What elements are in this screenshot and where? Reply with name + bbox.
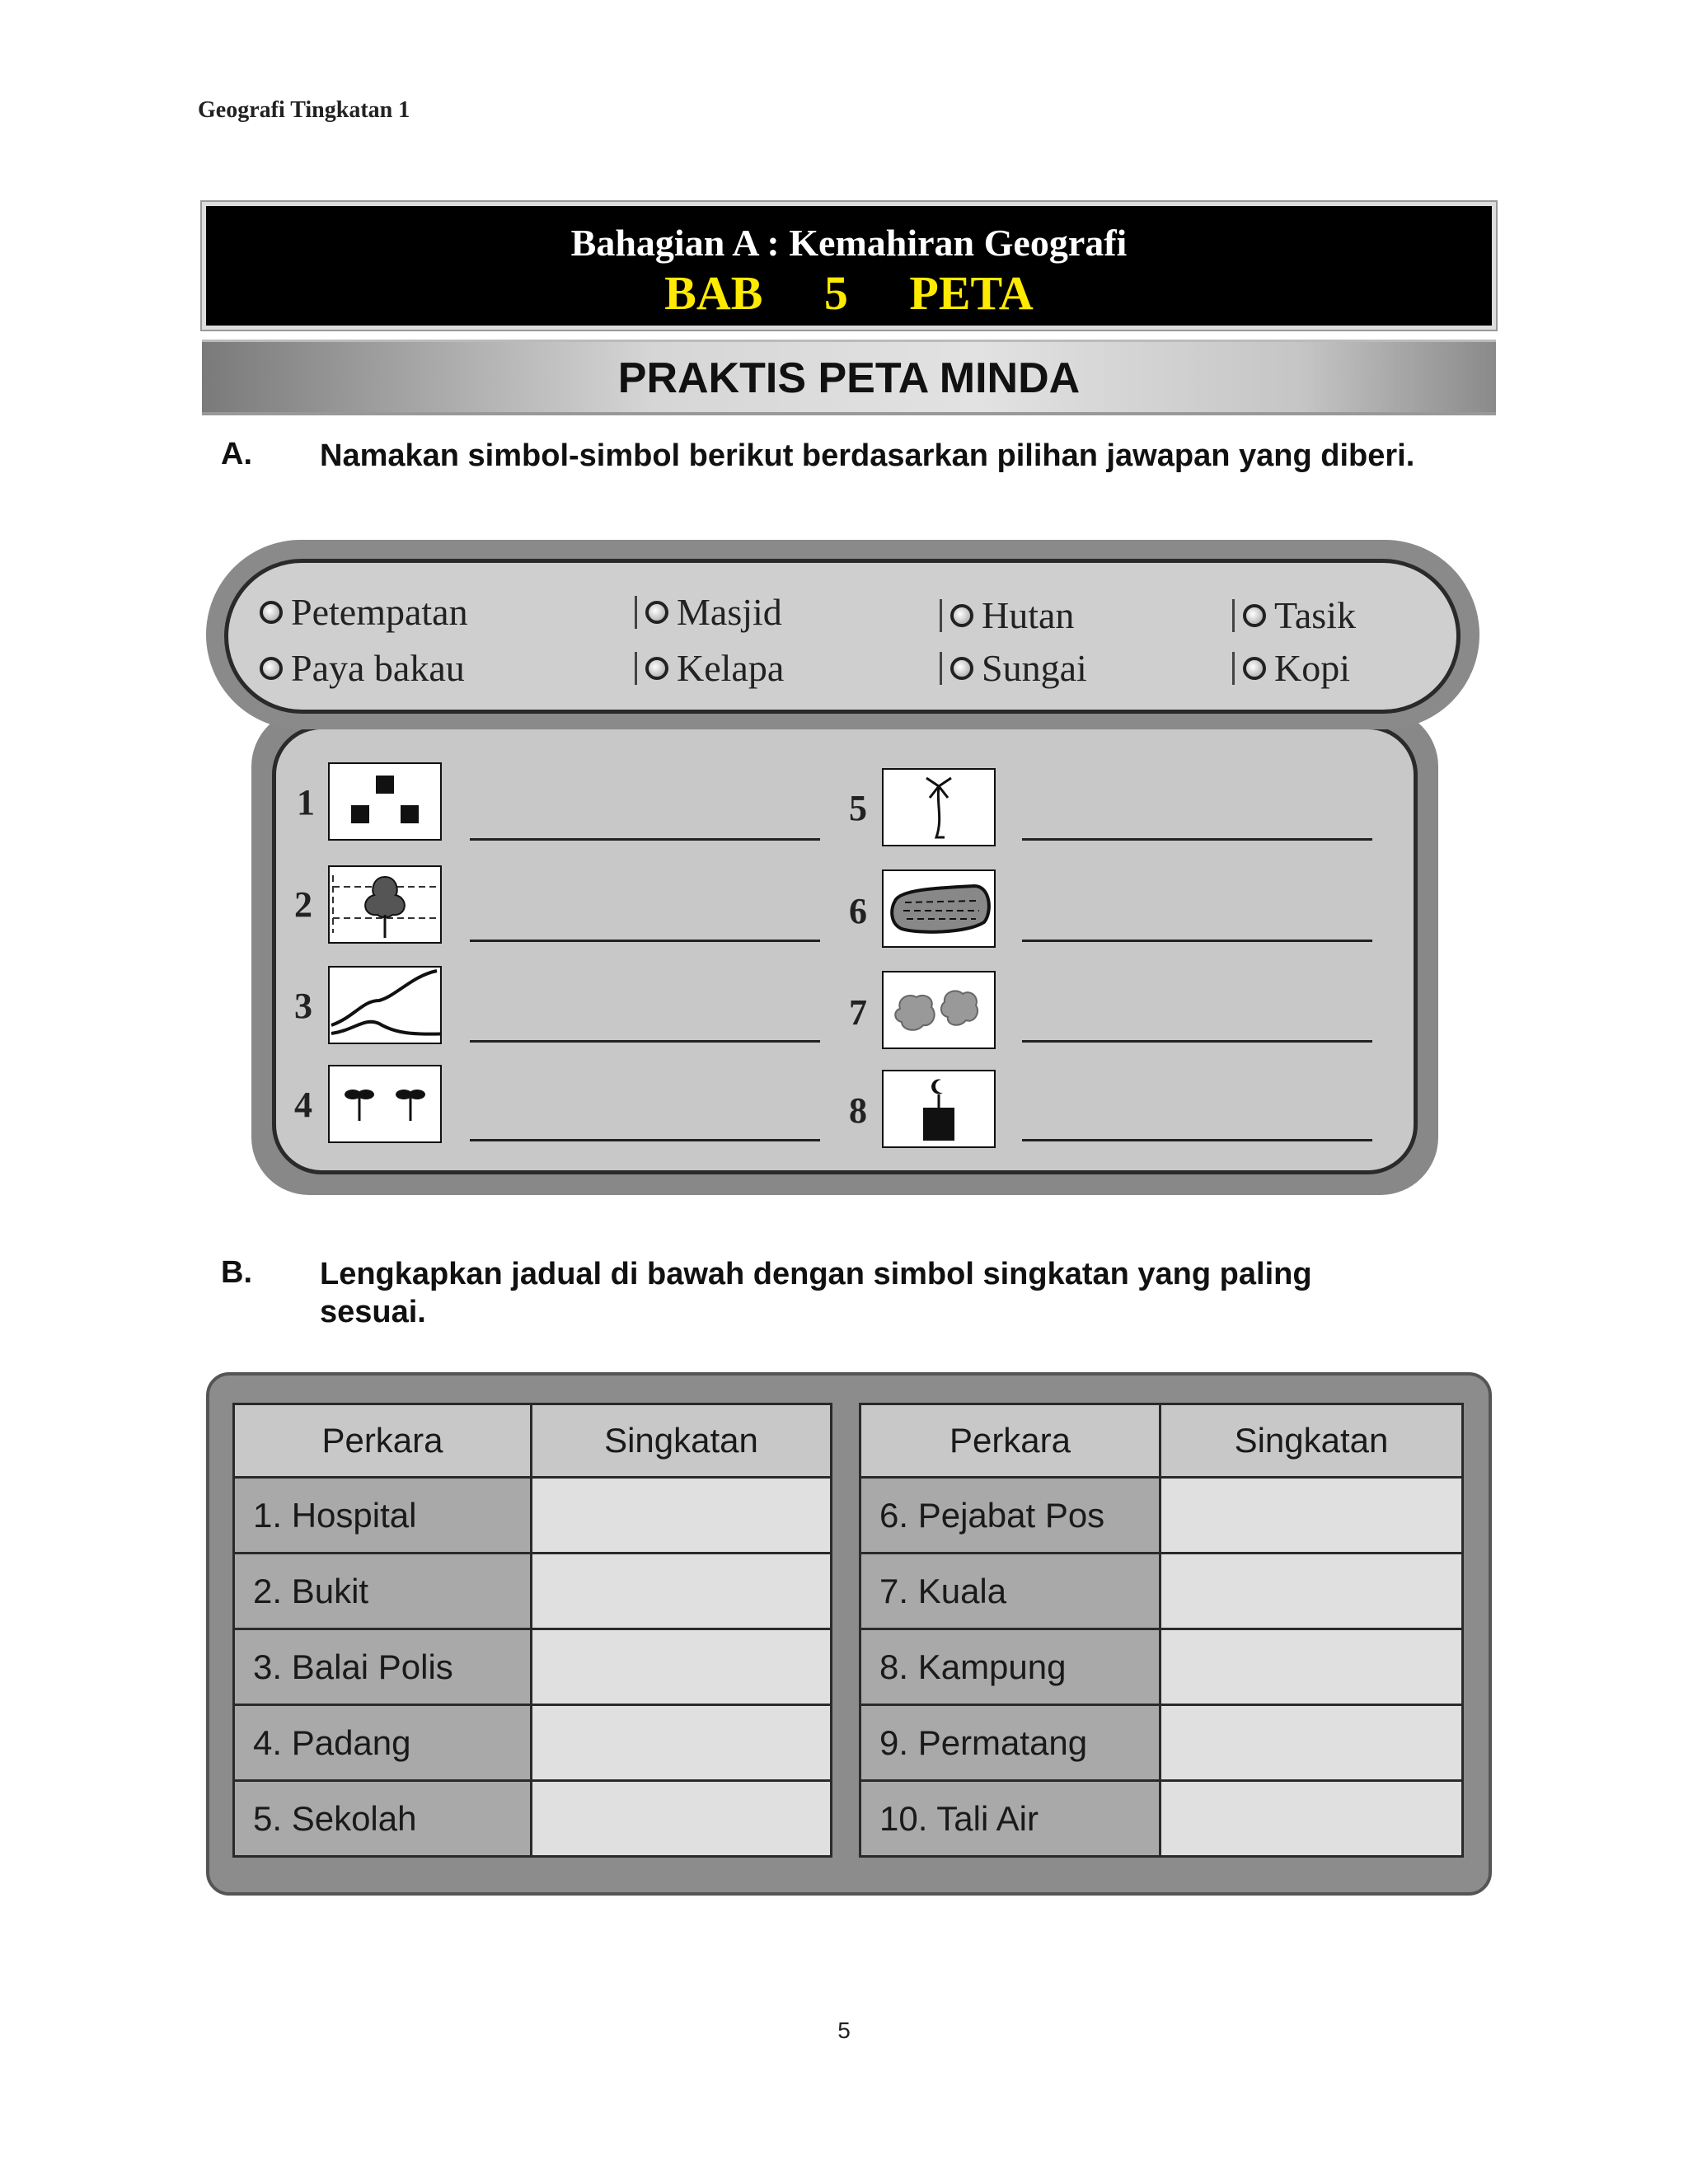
answer-line-2[interactable] xyxy=(470,940,820,942)
choice-tasik[interactable]: Tasik xyxy=(1232,593,1356,637)
coconut-palm-icon xyxy=(882,768,996,846)
answer-line-1[interactable] xyxy=(470,838,820,841)
abbreviation-table-left xyxy=(232,1403,832,1858)
choice-sungai[interactable]: Sungai xyxy=(940,646,1087,690)
symbol-number: 8 xyxy=(849,1090,867,1131)
item-label: 5. Sekolah xyxy=(234,1781,532,1857)
table-row xyxy=(234,1705,832,1781)
answer-cell[interactable] xyxy=(1160,1705,1462,1781)
answer-cell[interactable] xyxy=(531,1478,831,1554)
symbol-number: 5 xyxy=(849,788,867,828)
choice-petempatan[interactable]: Petempatan xyxy=(260,590,468,634)
radio-icon[interactable] xyxy=(260,601,283,624)
radio-icon[interactable] xyxy=(950,657,973,680)
radio-icon[interactable] xyxy=(1243,657,1266,680)
radio-icon[interactable] xyxy=(645,601,668,624)
symbol-number: 4 xyxy=(294,1085,312,1125)
choice-masjid[interactable]: Masjid xyxy=(635,590,782,634)
choice-hutan[interactable]: Hutan xyxy=(940,593,1074,637)
table-row xyxy=(234,1629,832,1705)
settlement-squares-icon xyxy=(328,762,442,841)
answer-line-7[interactable] xyxy=(1022,1040,1372,1043)
section-b-letter: B. xyxy=(221,1255,252,1290)
item-label: 1. Hospital xyxy=(234,1478,532,1554)
subtitle: PRAKTIS PETA MINDA xyxy=(617,354,1081,402)
coffee-plants-icon xyxy=(328,1065,442,1143)
answer-line-5[interactable] xyxy=(1022,838,1372,841)
table-row xyxy=(860,1705,1463,1781)
header-singkatan: Singkatan xyxy=(1160,1404,1462,1478)
symbol-number: 7 xyxy=(849,992,867,1033)
mangrove-swamp-icon xyxy=(882,971,996,1049)
symbol-number: 2 xyxy=(294,884,312,925)
answer-cell[interactable] xyxy=(531,1781,831,1857)
page-number: 5 xyxy=(837,2018,851,2043)
table-row xyxy=(234,1478,832,1554)
table-row xyxy=(860,1781,1463,1857)
lake-icon xyxy=(882,869,996,948)
item-label: 7. Kuala xyxy=(860,1554,1160,1629)
banner-section: Bahagian A : Kemahiran Geografi xyxy=(570,222,1128,264)
answer-cell[interactable] xyxy=(1160,1781,1462,1857)
item-label: 3. Balai Polis xyxy=(234,1629,532,1705)
choice-kelapa[interactable]: Kelapa xyxy=(635,646,784,690)
header-perkara: Perkara xyxy=(860,1404,1160,1478)
item-label: 9. Permatang xyxy=(860,1705,1160,1781)
forest-tree-icon xyxy=(328,865,442,944)
symbol-panel xyxy=(272,725,1418,1174)
answer-cell[interactable] xyxy=(1160,1629,1462,1705)
answer-cell[interactable] xyxy=(1160,1554,1462,1629)
abbreviation-table-right xyxy=(859,1403,1464,1858)
item-label: 2. Bukit xyxy=(234,1554,532,1629)
table-row xyxy=(234,1554,832,1629)
table-row xyxy=(860,1629,1463,1705)
radio-icon[interactable] xyxy=(260,657,283,680)
mosque-icon xyxy=(882,1070,996,1148)
section-b-instruction: Lengkapkan jadual di bawah dengan simbol singkatan yang paling sesuai. xyxy=(320,1257,1312,1329)
symbol-number: 6 xyxy=(849,891,867,931)
answer-cell[interactable] xyxy=(531,1554,831,1629)
answer-line-4[interactable] xyxy=(470,1139,820,1141)
item-label: 8. Kampung xyxy=(860,1629,1160,1705)
symbol-number: 3 xyxy=(294,986,312,1026)
choice-paya-bakau[interactable]: Paya bakau xyxy=(260,646,465,690)
item-label: 6. Pejabat Pos xyxy=(860,1478,1160,1554)
table-row xyxy=(860,1554,1463,1629)
header-singkatan: Singkatan xyxy=(531,1404,831,1478)
answer-line-3[interactable] xyxy=(470,1040,820,1043)
section-a-letter: A. xyxy=(221,437,252,471)
answer-line-8[interactable] xyxy=(1022,1139,1372,1141)
item-label: 4. Padang xyxy=(234,1705,532,1781)
answer-cell[interactable] xyxy=(531,1705,831,1781)
choice-kopi[interactable]: Kopi xyxy=(1232,646,1350,690)
answer-cell[interactable] xyxy=(531,1629,831,1705)
symbol-number: 1 xyxy=(297,782,315,823)
running-head: Geografi Tingkatan 1 xyxy=(198,97,410,123)
banner-chapter: BAB 5 PETA xyxy=(664,266,1034,320)
table-row xyxy=(860,1478,1463,1554)
item-label: 10. Tali Air xyxy=(860,1781,1160,1857)
section-a-instruction: Namakan simbol-simbol berikut berdasarkan pilihan jawapan yang diberi. xyxy=(320,438,1415,473)
answer-line-6[interactable] xyxy=(1022,940,1372,942)
radio-icon[interactable] xyxy=(645,657,668,680)
river-lines-icon xyxy=(328,966,442,1044)
answer-cell[interactable] xyxy=(1160,1478,1462,1554)
table-row xyxy=(234,1781,832,1857)
header-perkara: Perkara xyxy=(234,1404,532,1478)
radio-icon[interactable] xyxy=(1243,604,1266,627)
subtitle-bar xyxy=(202,340,1496,415)
chapter-banner xyxy=(202,202,1496,330)
radio-icon[interactable] xyxy=(950,604,973,627)
